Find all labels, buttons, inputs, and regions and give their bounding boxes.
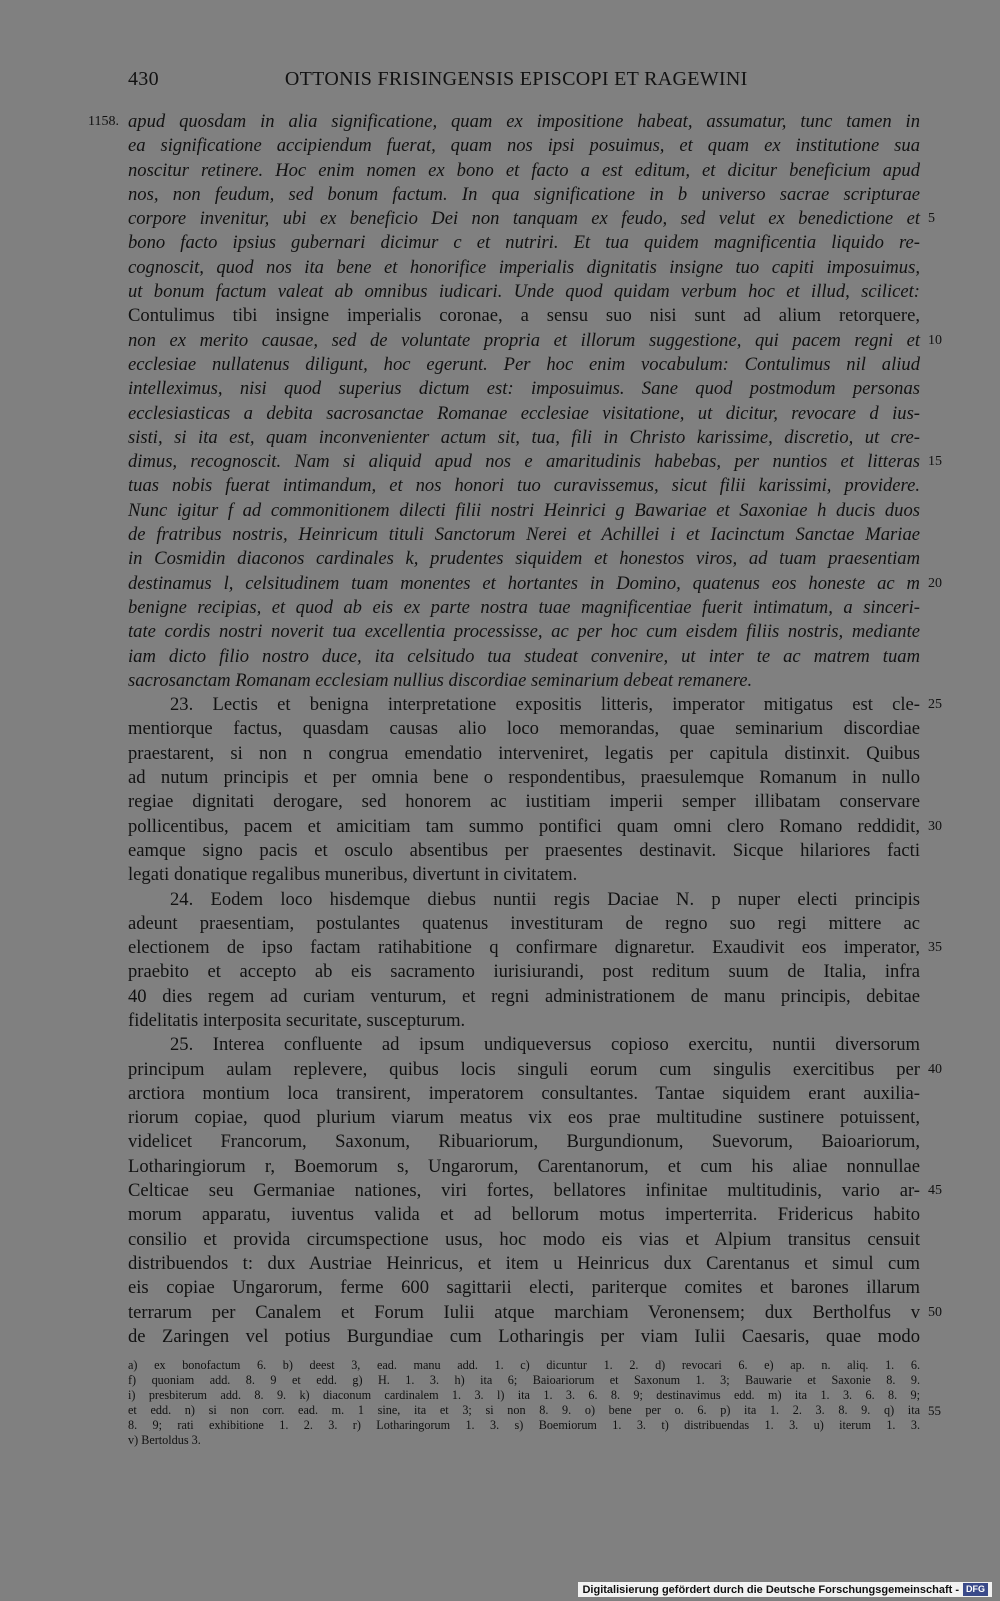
footnote-text: v) Bertoldus 3. bbox=[128, 1433, 201, 1447]
line-text: praebito et accepto ab eis sacramento iurisiurandi, post reditum suum de Italia, infra bbox=[128, 961, 920, 983]
line-text: terrarum per Canalem et Forum Iulii atque marchiam Veronensem; dux Bertholfus v bbox=[128, 1301, 920, 1323]
dfg-logo: DFG bbox=[963, 1583, 988, 1596]
line-text: destinamus l, celsitudinem tuam monentes et hortantes in Domino, quatenus eos honeste ac m bbox=[128, 572, 920, 594]
text-line bbox=[128, 1058, 942, 1082]
line-number: 45 bbox=[928, 1183, 942, 1199]
line-text: Contulimus tibi insigne imperialis coronae, a sensu suo nisi sunt ad alium retorquere, bbox=[128, 305, 920, 327]
line-text: Nunc igitur f ad commonitionem dilecti filii nostri Heinrici g Bawariae et Saxoniae h ducis duos bbox=[128, 499, 920, 521]
line-text: benigne recipias, et quod ab eis ex parte nostra tuae magnificentiae fuerit intimatum, a sinceri- bbox=[128, 596, 920, 618]
text-line bbox=[128, 1179, 942, 1203]
main-text bbox=[88, 110, 942, 1349]
text-line bbox=[128, 717, 920, 741]
text-line bbox=[128, 790, 920, 814]
text-line bbox=[128, 912, 920, 936]
text-line bbox=[128, 620, 920, 644]
text-line bbox=[128, 134, 920, 158]
footnote-line bbox=[128, 1433, 920, 1448]
footnote-text: f) quoniam add. 8. 9 et edd. g) H. 1. 3. h) ita 6; Baioariorum et Saxonum 1. 3; Bauwarie et Saxonie 8. 9. bbox=[128, 1373, 920, 1387]
text-line bbox=[128, 645, 920, 669]
text-line bbox=[128, 1082, 920, 1106]
text-line bbox=[128, 183, 920, 207]
line-text: sacrosanctam Romanam ecclesiam nullius discordiae seminarium debeat remanere. bbox=[128, 669, 753, 691]
digitization-credit bbox=[578, 1582, 992, 1597]
line-text: distribuendos t: dux Austriae Heinricus, et item u Heinricus dux Carentanus et simul cum bbox=[128, 1252, 920, 1274]
margin-year: 1158. bbox=[88, 114, 119, 129]
page-number: 430 bbox=[128, 68, 159, 90]
text-line bbox=[88, 110, 920, 134]
text-line bbox=[128, 499, 920, 523]
text-line bbox=[128, 766, 920, 790]
line-text: nos, non feudum, sed bonum factum. In qua significatione in b universo sacrae scripturae bbox=[128, 183, 920, 205]
text-line bbox=[128, 1009, 920, 1033]
line-text: 24. Eodem loco hisdemque diebus nuntii regis Daciae N. p nuper electi principis bbox=[170, 888, 920, 910]
text-line bbox=[128, 1276, 920, 1300]
text-line bbox=[128, 960, 920, 984]
line-text: de fratribus nostris, Heinricum tituli Sanctorum Nerei et Achillei i et Iacinctum Sanctae Mariae bbox=[128, 524, 920, 546]
footnote-text: i) presbiterum add. 8. 9. k) diaconum cardinalem 1. 3. l) ita 1. 3. 6. 8. 9; destinavimus edd. m) ita 1. 3. 6. 8. 9; bbox=[128, 1388, 920, 1402]
text-line bbox=[128, 1301, 942, 1325]
text-line bbox=[128, 1106, 920, 1130]
line-text: de Zaringen vel potius Burgundiae cum Lotharingis per viam Iulii Caesaris, quae modo bbox=[128, 1325, 920, 1347]
line-number: 40 bbox=[928, 1061, 942, 1077]
footnote-line bbox=[128, 1403, 941, 1418]
footnotes bbox=[128, 1358, 941, 1448]
line-text: 25. Interea confluente ad ipsum undiqueversus copioso exercitu, nuntii diversorum bbox=[170, 1034, 920, 1056]
text-line bbox=[128, 1155, 920, 1179]
line-text: bono facto ipsius gubernari dicimur c et nutriri. Et tua quidem magnificentia liquido re- bbox=[128, 232, 920, 254]
text-line bbox=[128, 450, 942, 474]
line-text: ut bonum factum valeat ab omnibus iudicari. Unde quod quidam verbum hoc et illud, scilicet: bbox=[128, 281, 920, 303]
text-line bbox=[128, 1228, 920, 1252]
line-number: 20 bbox=[928, 575, 942, 591]
text-line bbox=[128, 1130, 920, 1154]
text-line bbox=[128, 280, 920, 304]
line-text: tate cordis nostri noverit tua excellentia processisse, ac per hoc cum eisdem filiis nostris, mediante bbox=[128, 621, 920, 643]
text-line bbox=[128, 936, 942, 960]
line-text: morum apparatu, iuventus valida et ad bellorum motus imperterrita. Fridericus habito bbox=[128, 1204, 920, 1226]
line-text: 23. Lectis et benigna interpretatione expositis litteris, imperator mitigatus est cle- bbox=[170, 694, 920, 716]
line-number: 55 bbox=[928, 1403, 941, 1418]
line-text: non ex merito causae, sed de voluntate propria et illorum suggestione, qui pacem regni et bbox=[128, 329, 920, 351]
line-number: 25 bbox=[928, 697, 942, 713]
text-line bbox=[128, 985, 920, 1009]
line-text: arctiora montium loca transirent, imperatorem consultantes. Tantae siquidem erant auxilia- bbox=[128, 1082, 920, 1104]
line-text: adeunt praesentiam, postulantes quatenus investituram de regno suo regi mittere ac bbox=[128, 912, 920, 934]
text-line bbox=[128, 377, 920, 401]
line-text: tuas nobis fuerat intimandum, et nos honori tuo curavissemus, sicut filii karissimi, providere. bbox=[128, 475, 920, 497]
line-text: ecclesiasticas a debita sacrosanctae Romanae ecclesiae visitatione, ut dicitur, revocare d ius- bbox=[128, 402, 920, 424]
text-line bbox=[128, 1203, 920, 1227]
text-line bbox=[128, 1252, 920, 1276]
line-number: 15 bbox=[928, 454, 942, 470]
text-line bbox=[128, 815, 942, 839]
line-text: fidelitatis interposita securitate, suscepturum. bbox=[128, 1009, 466, 1031]
line-number: 10 bbox=[928, 332, 942, 348]
text-line bbox=[128, 329, 942, 353]
text-line bbox=[128, 1033, 920, 1057]
text-line bbox=[128, 159, 920, 183]
line-text: pollicentibus, pacem et amicitiam tam summo pontifici quam omni clero Romano reddidit, bbox=[128, 815, 920, 837]
line-text: eamque signo pacis et osculo absentibus per praesentes destinavit. Sicque hilariores facti bbox=[128, 839, 920, 861]
text-line bbox=[128, 207, 935, 231]
footnote-line bbox=[128, 1358, 920, 1373]
line-text: Celticae seu Germaniae nationes, viri fortes, bellatores infinitae multitudinis, vario ar- bbox=[128, 1180, 920, 1202]
footnote-text: 8. 9; rati exhibitione 1. 2. 3. r) Lotharingorum 1. 3. s) Boemiorum 1. 3. t) distribuendas 1. 3. u) iterum 1. 3. bbox=[128, 1418, 920, 1432]
text-line bbox=[128, 523, 920, 547]
line-text: riorum copiae, quod plurium viarum meatus vix eos prae multitudine sustinere potuissent, bbox=[128, 1107, 920, 1129]
line-text: regiae dignitati derogare, sed honorem ac iustitiam imperii semper illibatam conservare bbox=[128, 791, 920, 813]
line-text: intelleximus, nisi quod superius dictum est: imposuimus. Sane quod postmodum personas bbox=[128, 378, 920, 400]
text-line bbox=[128, 572, 942, 596]
text-line bbox=[128, 474, 920, 498]
line-text: corpore invenitur, ubi ex beneficio Dei non tanquam ex feudo, sed velut ex benedictione et bbox=[128, 208, 920, 230]
line-text: electionem de ipso factam ratihabitione q confirmare dignaretur. Exaudivit eos imperator, bbox=[128, 937, 920, 959]
line-text: cognoscit, quod nos ita bene et honorifice imperialis dignitatis insigne tuo capiti imposuimus, bbox=[128, 256, 920, 278]
footnote-line bbox=[128, 1373, 920, 1388]
text-line bbox=[128, 353, 920, 377]
line-number: 5 bbox=[928, 211, 935, 227]
line-text: 40 dies regem ad curiam venturum, et regni administrationem de manu principis, debitae bbox=[128, 985, 920, 1007]
line-number: 50 bbox=[928, 1304, 942, 1320]
footnote-line bbox=[128, 1418, 920, 1433]
text-line bbox=[128, 693, 942, 717]
line-text: legati donatique regalibus muneribus, divertunt in civitatem. bbox=[128, 864, 578, 886]
line-text: apud quosdam in alia significatione, quam ex impositione habeat, assumatur, tunc tamen in bbox=[128, 111, 920, 132]
line-text: consilio et provida circumspectione usus, hoc modo eis vias et Alpium transitus censuit bbox=[128, 1228, 920, 1250]
running-title: OTTONIS FRISINGENSIS EPISCOPI ET RAGEWINI bbox=[284, 68, 748, 90]
credit-text: Digitalisierung gefördert durch die Deutsche Forschungsgemeinschaft - bbox=[582, 1583, 959, 1596]
line-text: videlicet Francorum, Saxonum, Ribuariorum, Burgundionum, Suevorum, Baioariorum, bbox=[128, 1131, 920, 1153]
line-text: Lotharingiorum r, Boemorum s, Ungarorum, Carentanorum, et cum his aliae nonnullae bbox=[128, 1155, 920, 1177]
footnote-text: a) ex bonofactum 6. b) deest 3, ead. manu add. 1. c) dicuntur 1. 2. d) revocari 6. e) ap. n. aliq. 1. 6. bbox=[128, 1358, 920, 1372]
line-number: 35 bbox=[928, 940, 942, 956]
line-text: ecclesiae nullatenus diligunt, hoc egerunt. Per hoc enim vocabulum: Contulimus nil aliud bbox=[128, 353, 920, 375]
line-text: mentiorque factus, quasdam causas alio loco memorandas, quae seminarium discordiae bbox=[128, 718, 920, 740]
text-line bbox=[128, 402, 920, 426]
line-text: principum aulam replevere, quibus locis singuli eorum cum singulis exercitibus per bbox=[128, 1058, 920, 1080]
line-text: praestarent, si non n congrua emendatio interveniret, legatis per capitula distinxit. Quibus bbox=[128, 742, 920, 764]
text-line bbox=[128, 256, 920, 280]
line-text: ad nutum principis et per omnia bene o respondentibus, praesulemque Romanum in nullo bbox=[128, 767, 920, 789]
running-header bbox=[128, 68, 918, 91]
text-line bbox=[128, 426, 920, 450]
text-line bbox=[128, 1325, 920, 1349]
text-line bbox=[128, 669, 920, 693]
line-text: noscitur retinere. Hoc enim nomen ex bono et facto a est editum, et dicitur beneficium apud bbox=[128, 159, 920, 181]
text-line bbox=[128, 596, 920, 620]
footnote-line bbox=[128, 1388, 920, 1403]
line-text: iam dicto filio nostro duce, ita celsitudo tua studeat convenire, ut inter te ac matrem tuam bbox=[128, 645, 920, 667]
text-line bbox=[128, 547, 920, 571]
text-line bbox=[128, 839, 920, 863]
line-text: sisti, si ita est, quam inconvenienter actum sit, tua, fili in Christo karissime, discretio, ut cre- bbox=[128, 426, 920, 448]
footnote-text: et edd. n) si non corr. ead. m. 1 sine, ita et 3; si non 8. 9. o) bene per o. 6. p) ita 1. 2. 3. 8. 9. q) ita bbox=[128, 1403, 920, 1417]
line-text: dimus, recognoscit. Nam si aliquid apud nos e amaritudinis habebas, per nuntios et litteras bbox=[128, 451, 920, 473]
text-line bbox=[128, 863, 920, 887]
text-line bbox=[128, 231, 920, 255]
text-line bbox=[128, 742, 920, 766]
text-line bbox=[128, 888, 920, 912]
line-text: in Cosmidin diaconos cardinales k, prudentes siquidem et honestos viros, ad tuam praesentiam bbox=[128, 548, 920, 570]
line-number: 30 bbox=[928, 818, 942, 834]
text-line bbox=[128, 304, 920, 328]
line-text: eis copiae Ungarorum, ferme 600 sagittarii electi, pariterque comites et barones illarum bbox=[128, 1277, 920, 1299]
line-text: ea significatione accipiendum fuerat, quam nos ipsi posuimus, et quam ex institutione sua bbox=[128, 135, 920, 157]
